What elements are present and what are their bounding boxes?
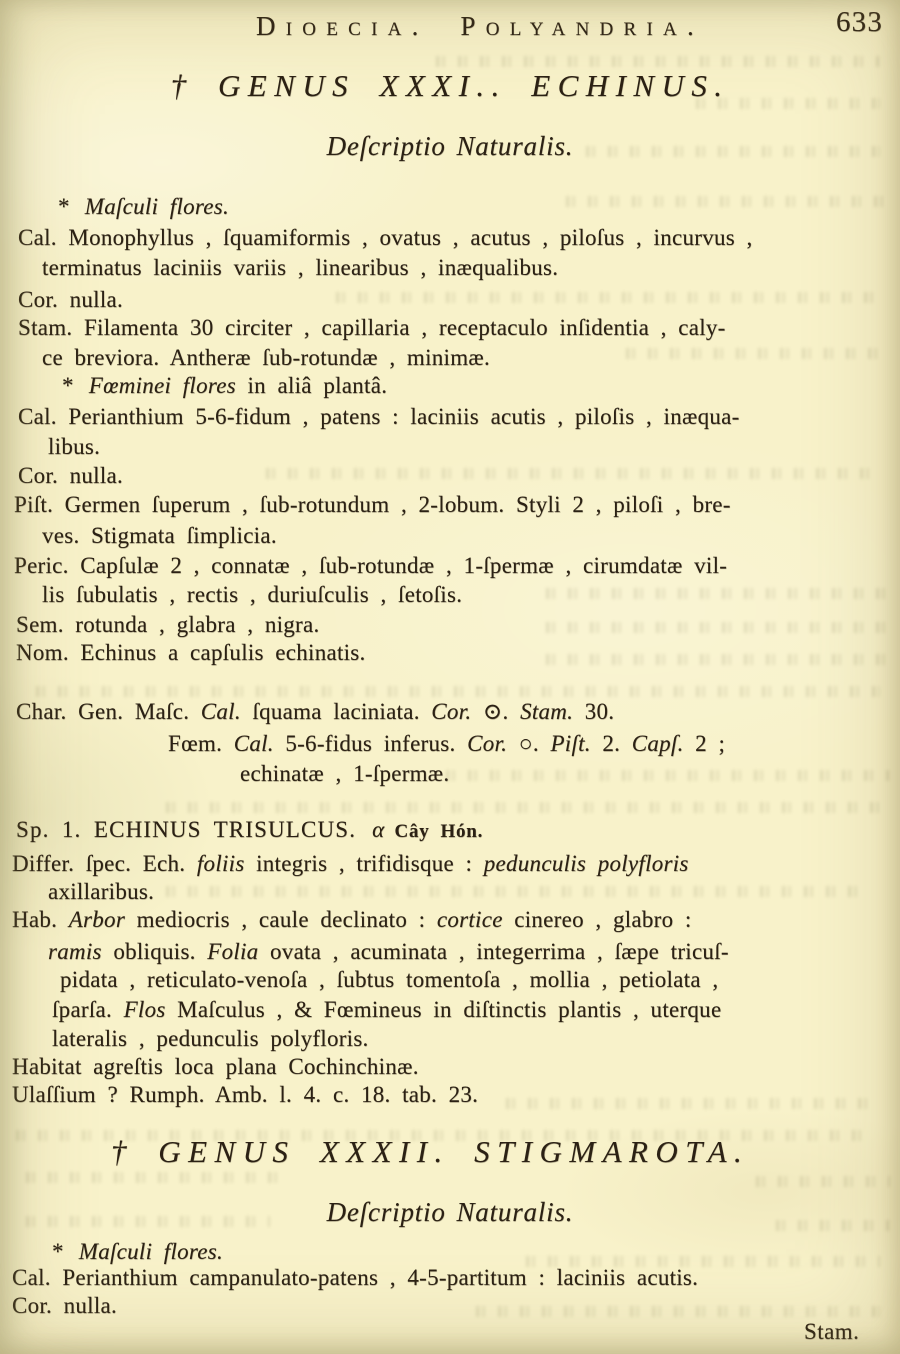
cal-line-2: terminatus laciniis variis , linearibus , inæqualibus. bbox=[42, 255, 559, 280]
bleed-through-smudge bbox=[330, 292, 880, 303]
genus31-heading: † GENUS XXXI.. ECHINUS. bbox=[170, 68, 730, 103]
genus32-subheading: Deſcriptio Naturalis. bbox=[326, 1197, 574, 1227]
bleed-through-smudge bbox=[430, 56, 880, 67]
species-name: Sp. 1. ECHINUS TRISULCUS. bbox=[16, 817, 357, 842]
differ-line-1 bbox=[12, 850, 689, 878]
pist-line-1: Piſt. Germen ſuperum , ſub-rotundum , 2-lobum. Styli 2 , piloſi , bre- bbox=[14, 492, 731, 517]
asterisk: * bbox=[62, 373, 74, 398]
text-segment: ſparſa. bbox=[52, 997, 124, 1022]
text-segment: 30. bbox=[573, 699, 615, 724]
bleed-through-smudge bbox=[260, 468, 880, 479]
genus31-subheading: Deſcriptio Naturalis. bbox=[326, 131, 574, 161]
text-segment: Fœminei flores bbox=[88, 373, 236, 398]
text-segment: Capſ. bbox=[631, 731, 684, 756]
text-segment: Cor. bbox=[431, 699, 472, 724]
cal-line-1: Cal. Monophyllus , ſquamiformis , ovatus , acutus , piloſus , incurvus , bbox=[18, 225, 753, 250]
bleed-through-smudge bbox=[750, 1176, 890, 1187]
stam-line-1: Stam. Filamenta 30 circiter , capillaria , receptaculo inſidentia , caly- bbox=[18, 315, 726, 340]
habitat-line: Habitat agreſtis loca plana Cochinchinæ. bbox=[12, 1054, 419, 1079]
reference-line: Ulaſſium ? Rumph. Amb. l. 4. c. 18. tab. 23. bbox=[12, 1082, 479, 1107]
text-segment: Cal. bbox=[200, 699, 241, 724]
text-segment: Stam. bbox=[520, 699, 574, 724]
char-gen-line-2 bbox=[168, 730, 725, 758]
sem-line: Sem. rotunda , glabra , nigra. bbox=[16, 612, 320, 637]
text-segment: Cor. bbox=[467, 731, 508, 756]
genus32-heading: † GENUS XXXII. STIGMAROTA. bbox=[110, 1134, 750, 1169]
text-segment: Maſculi flores. bbox=[78, 1239, 224, 1264]
text-segment: ſquama laciniata. bbox=[240, 699, 432, 724]
bleed-through-smudge bbox=[470, 1306, 880, 1317]
running-head: Dioecia. Polyandria. bbox=[255, 11, 705, 41]
bleed-through-smudge bbox=[160, 886, 860, 897]
text-segment: cortice bbox=[436, 907, 503, 932]
stam-line-2: ce breviora. Antheræ ſub-rotundæ , minimæ. bbox=[42, 345, 491, 370]
page-number: 633 bbox=[836, 6, 883, 38]
text-segment: integris , trifidisque : bbox=[244, 851, 484, 876]
text-segment: Flos bbox=[123, 997, 166, 1022]
bleed-through-smudge bbox=[500, 1098, 880, 1109]
genus32-cal-line: Cal. Perianthium campanulato-patens , 4-5-partitum : laciniis acutis. bbox=[12, 1265, 699, 1290]
vernacular-name: Cây Hón. bbox=[394, 821, 484, 842]
text-segment: Cal. bbox=[233, 731, 274, 756]
hab-line-1 bbox=[12, 906, 692, 934]
char-gen-line-1 bbox=[16, 698, 614, 726]
peric-line-1: Peric. Capſulæ 2 , connatæ , ſub-rotundæ , 1-ſpermæ , cirumdatæ vil- bbox=[14, 553, 728, 578]
text-segment: 2 ; bbox=[683, 731, 726, 756]
peric-line-2: lis ſubulatis , rectis , duriuſculis , ſetoſis. bbox=[42, 582, 463, 607]
corolla-nulla-symbol: ⊙. bbox=[471, 699, 521, 724]
catchword: Stam. bbox=[804, 1319, 860, 1344]
text-segment: Maſculus , & Fœmineus in diſtinctis plantis , uterque bbox=[165, 997, 722, 1022]
asterisk: * bbox=[58, 194, 70, 219]
text-segment: pedunculis bbox=[483, 851, 587, 876]
hab-line-5: lateralis , pedunculis polyfloris. bbox=[52, 1026, 369, 1051]
bleed-through-smudge bbox=[540, 654, 890, 665]
text-segment: Arbor bbox=[68, 907, 126, 932]
text-segment: Differ. ſpec. Ech. bbox=[12, 851, 197, 876]
cal2-line-2: libus. bbox=[48, 434, 101, 459]
text-segment: foliis bbox=[196, 851, 245, 876]
text-segment: obliquis. bbox=[101, 939, 208, 964]
bleed-through-smudge bbox=[560, 196, 890, 207]
bleed-through-smudge bbox=[620, 348, 880, 359]
alpha-mark: α bbox=[372, 817, 385, 842]
text-segment: Hab. bbox=[12, 907, 69, 932]
hab-line-4 bbox=[52, 996, 721, 1024]
text-segment: cinereo , glabro : bbox=[502, 907, 692, 932]
text-segment: Piſt. bbox=[550, 731, 591, 756]
bleed-through-smudge bbox=[30, 686, 880, 697]
foeminei-flores-label bbox=[62, 372, 387, 400]
text-segment: Char. Gen. Maſc. bbox=[16, 699, 201, 724]
cal2-line-1: Cal. Perianthium 5-6-fidum , patens : laciniis acutis , piloſis , inæqua- bbox=[18, 404, 740, 429]
bleed-through-smudge bbox=[160, 802, 890, 813]
corolla-nulla-symbol: ○. bbox=[507, 731, 551, 756]
text-segment: ramis bbox=[48, 939, 102, 964]
text-segment: mediocris , caule declinato : bbox=[125, 907, 437, 932]
genus32-cor-line: Cor. nulla. bbox=[12, 1293, 118, 1318]
cor2-line: Cor. nulla. bbox=[18, 463, 124, 488]
species-heading bbox=[16, 816, 483, 846]
pist-line-2: ves. Stigmata ſimplicia. bbox=[42, 523, 277, 548]
differ-line-2: axillaribus. bbox=[48, 879, 155, 904]
bleed-through-smudge bbox=[20, 1172, 290, 1183]
text-segment: Fœm. bbox=[168, 731, 234, 756]
bleed-through-smudge bbox=[540, 588, 890, 599]
hab-line-2 bbox=[48, 938, 729, 966]
char-gen-line-3: echinatæ , 1-ſpermæ. bbox=[240, 761, 450, 786]
text-segment: 2. bbox=[590, 731, 632, 756]
text-segment: in aliâ plantâ. bbox=[235, 373, 388, 398]
text-segment: 5-6-fidus inferus. bbox=[273, 731, 468, 756]
text-segment: polyfloris bbox=[586, 851, 689, 876]
cor-line: Cor. nulla. bbox=[18, 287, 124, 312]
text-segment: Maſculi flores. bbox=[84, 194, 230, 219]
hab-line-3: pidata , reticulato-venoſa , ſubtus tomentoſa , mollia , petiolata , bbox=[60, 967, 719, 992]
masculi-flores-label bbox=[58, 193, 229, 221]
asterisk: * bbox=[52, 1239, 64, 1264]
masculi-flores-label-32 bbox=[52, 1238, 223, 1266]
nom-line: Nom. Echinus a capſulis echinatis. bbox=[16, 640, 366, 665]
text-segment: ovata , acuminata , integerrima , ſæpe tricuſ- bbox=[258, 939, 729, 964]
bleed-through-smudge bbox=[540, 622, 890, 633]
text-segment: Folia bbox=[207, 939, 259, 964]
bleed-through-smudge bbox=[440, 770, 890, 781]
